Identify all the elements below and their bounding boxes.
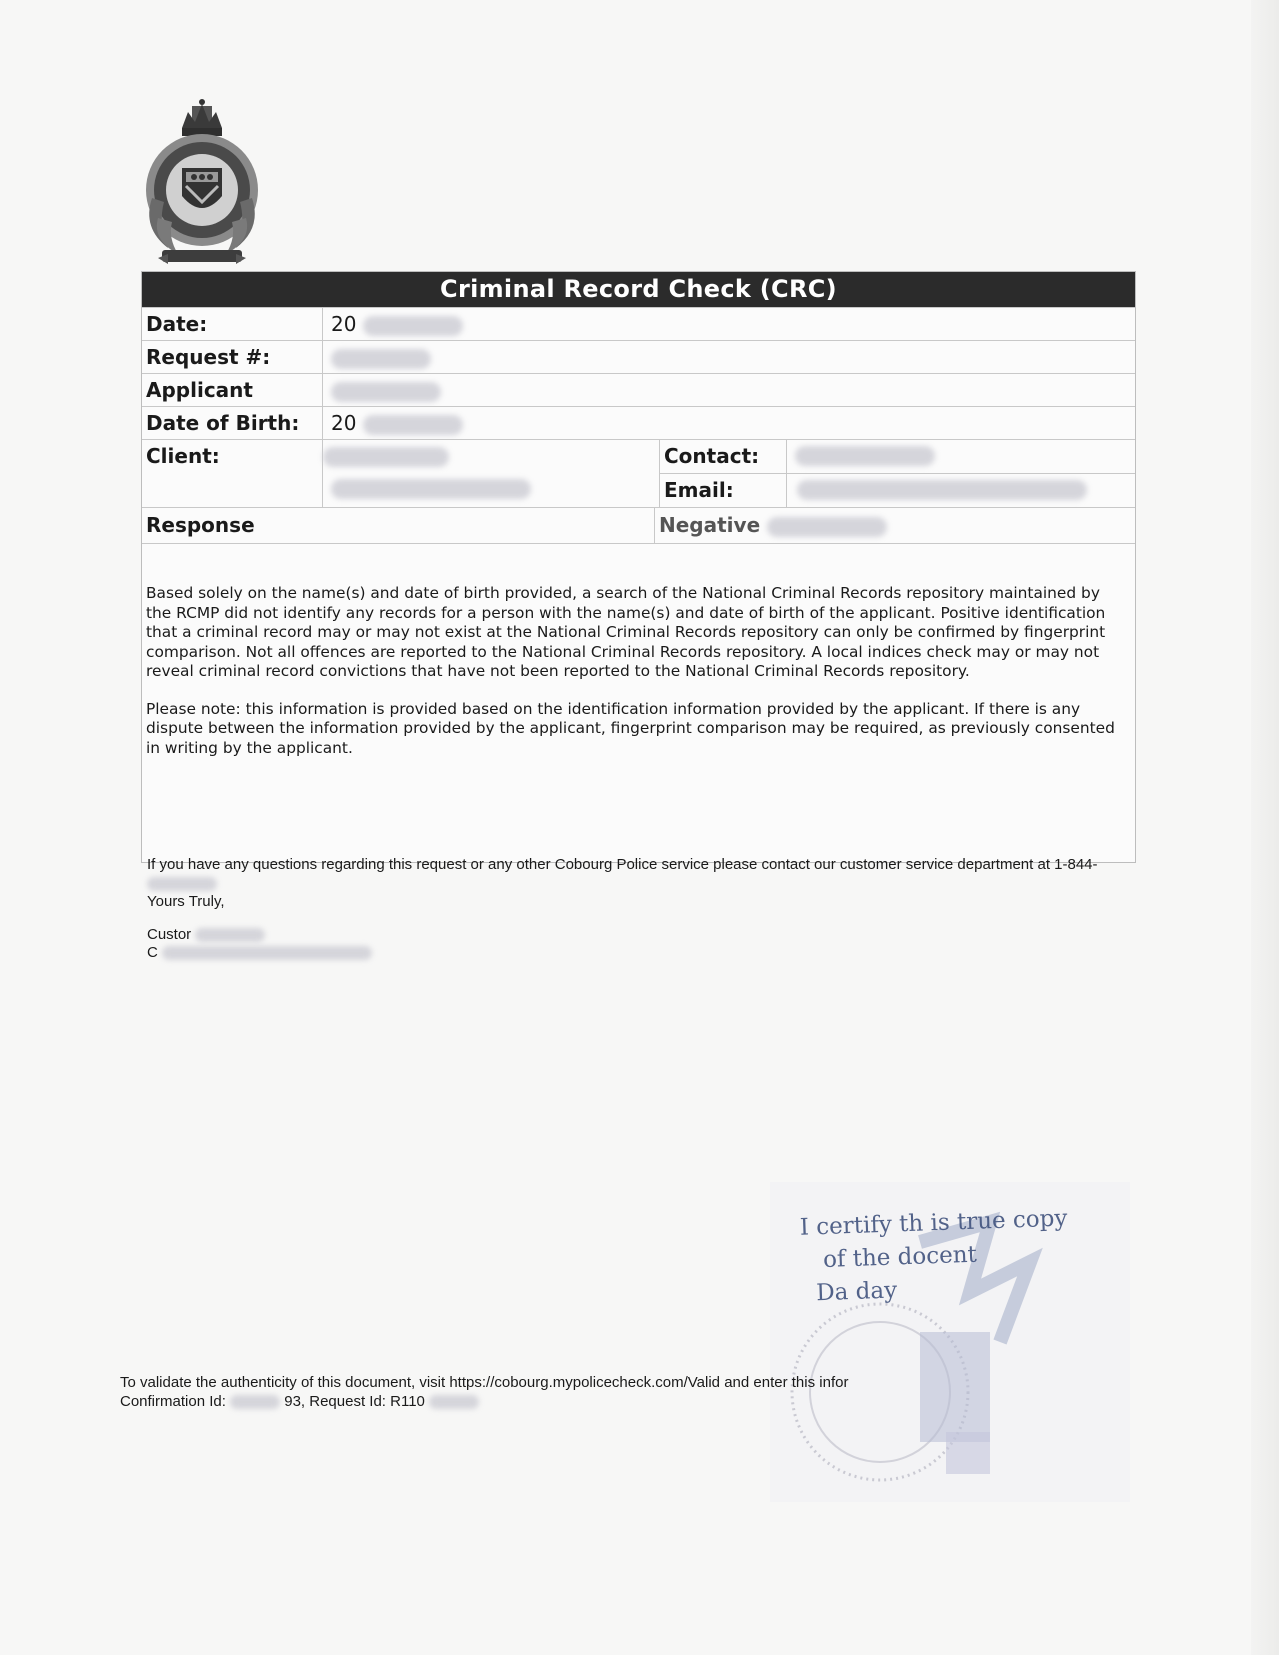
contact-note-text: If you have any questions regarding this request or any other Cobourg Police service please contact our customer service department at 1-844- xyxy=(147,856,1098,873)
client-label: Client: xyxy=(142,440,323,507)
signature-line-1: Custor xyxy=(147,926,192,943)
signature-block xyxy=(147,926,372,962)
request-value xyxy=(323,341,1135,373)
redaction xyxy=(797,480,1087,500)
redaction xyxy=(331,479,531,499)
applicant-label: Applicant xyxy=(142,374,323,406)
redaction xyxy=(162,946,372,960)
dob-row xyxy=(142,406,1135,439)
redaction xyxy=(331,349,431,369)
response-value: Negative xyxy=(655,508,1135,543)
police-crest-icon xyxy=(138,98,266,270)
certify-text-4: of the xyxy=(822,1244,891,1273)
result-paragraph-1: Based solely on the name(s) and date of birth provided, a search of the National Criminal Records repository maintained by the RCMP did not identify any records for a person with the name(s) and date of birth of the applicant. Positive identification that a criminal record may or may not exist at the National Criminal Records repository can only be confirmed by fingerprint comparison. Not all offences are reported to the National Criminal Records repository. A local indices check may or may not reveal criminal record convictions that have not been reported to the National Criminal Records repository. xyxy=(146,584,1106,680)
redaction xyxy=(323,447,449,467)
redaction xyxy=(147,877,217,891)
redaction xyxy=(195,928,265,942)
closing-text: Yours Truly, xyxy=(147,893,225,910)
contact-row xyxy=(660,440,1135,473)
applicant-value xyxy=(323,374,1135,406)
date-row xyxy=(142,307,1135,340)
signature-line-2: C xyxy=(147,944,158,961)
validation-note xyxy=(120,1374,1000,1411)
document-title: Criminal Record Check (CRC) xyxy=(142,272,1135,307)
redaction xyxy=(429,1395,479,1409)
page-edge-shadow xyxy=(1251,0,1279,1655)
contact-note xyxy=(147,856,1132,912)
response-label: Response xyxy=(142,508,655,543)
validation-text-1-tail: and enter this infor xyxy=(724,1374,849,1391)
request-row xyxy=(142,340,1135,373)
result-paragraph-2: Please note: this information is provided based on the identification information provided by the applicant. If there is any dispute between the information provided by the applicant, fingerprint comparison may be required, as previously consented in writing by the applicant. xyxy=(146,699,1115,757)
redaction xyxy=(230,1395,280,1409)
redaction xyxy=(331,382,441,402)
contact-label: Contact: xyxy=(660,440,787,473)
client-values xyxy=(323,440,660,507)
certify-text-2: is xyxy=(930,1209,951,1237)
date-value: 20 xyxy=(323,308,1135,340)
confirmation-label: Confirmation Id: xyxy=(120,1392,226,1410)
contact-email-block xyxy=(660,440,1135,507)
dob-value: 20 xyxy=(323,407,1135,439)
redaction xyxy=(767,517,887,537)
email-value xyxy=(787,474,1135,507)
redaction xyxy=(363,415,463,435)
record-table xyxy=(141,271,1136,863)
applicant-row xyxy=(142,373,1135,406)
email-row xyxy=(660,473,1135,507)
request-label: Request #: xyxy=(142,341,323,373)
email-label: Email: xyxy=(660,474,787,507)
dob-label: Date of Birth: xyxy=(142,407,323,439)
certify-text-5: doc xyxy=(897,1242,940,1271)
date-label: Date: xyxy=(142,308,323,340)
result-text xyxy=(142,543,1135,862)
certify-text-7: Da xyxy=(815,1279,849,1307)
contact-value xyxy=(787,440,1135,473)
certify-text-3: true copy xyxy=(956,1205,1068,1236)
request-id-text: 93, Request Id: R110 xyxy=(284,1392,425,1410)
redaction xyxy=(363,316,463,336)
certify-handwriting xyxy=(799,1200,1132,1310)
certify-text-6: ent xyxy=(938,1241,978,1269)
validation-text-1: To validate the authenticity of this document, visit https://cobourg.mypolicecheck.com/Valid xyxy=(120,1374,721,1391)
redaction xyxy=(795,446,935,466)
certify-text-1: I certify th xyxy=(799,1210,924,1241)
client-block xyxy=(142,439,1135,507)
certify-text-8: day xyxy=(855,1277,898,1305)
response-row xyxy=(142,507,1135,543)
